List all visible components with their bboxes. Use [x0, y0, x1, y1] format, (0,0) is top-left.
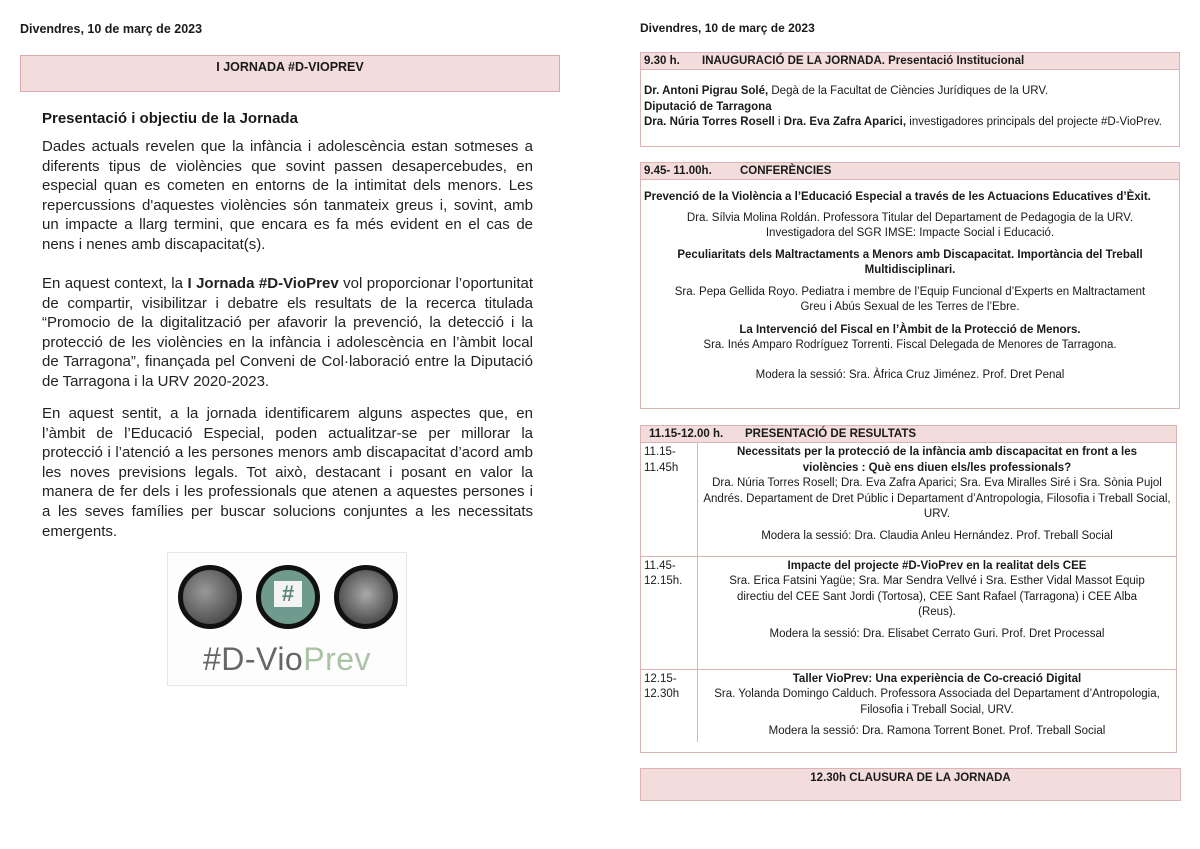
table-row — [641, 556, 1176, 669]
speaker-name: Dr. Antoni Pigrau Solé, — [644, 85, 769, 97]
talk-speaker: Sra. Pepa Gellida Royo. Pediatra i membre de l’Equip Funcional d’Experts en Maltractament Greu i Abús Sexual de les Terres de l’Ebre. — [674, 285, 1146, 313]
session-time: 9.45- 11.00h. — [644, 165, 712, 177]
talk-title: La Intervenció del Fiscal en l’Àmbit de la Protecció de Menors. — [739, 323, 1081, 336]
session-time: 9.30 h. — [644, 55, 680, 67]
jornada-title-box: I JORNADA #D-VIOPREV — [20, 55, 560, 92]
moderator: Modera la sessió: Dra. Elisabet Cerrato Guri. Prof. Dret Processal — [769, 627, 1105, 640]
time-start: 11.45- — [644, 559, 676, 572]
resultats-header — [641, 426, 1176, 443]
session-title: INAUGURACIÓ DE LA JORNADA. Presentació Institucional — [702, 55, 1025, 67]
speaker-line — [644, 115, 1176, 131]
left-date: Divendres, 10 de març de 2023 — [20, 22, 203, 36]
talk-speaker: Dra. Sílvia Molina Roldán. Professora Titular del Departament de Pedagogia de la URV. Investigadora del SGR IMSE: Impacte Social i Educació. — [686, 211, 1134, 239]
talk-title: Peculiaritats dels Maltractaments a Menors amb Discapacitat. Importància del Treball Multidisciplinari. — [677, 248, 1143, 276]
row-time — [641, 556, 698, 669]
logo-text-a: #D-Vio — [202, 641, 304, 677]
p2-text: En aquest context, la — [42, 275, 188, 292]
talk-title: Taller VioPrev: Una experiència de Co-creació Digital — [792, 672, 1082, 685]
session-title: PRESENTACIÓ DE RESULTATS — [745, 428, 917, 440]
session-title: CONFERÈNCIES — [740, 165, 832, 177]
speaker-role: Degà de la Facultat de Ciències Jurídiques de la URV. — [768, 85, 1049, 97]
inauguracio-block — [640, 52, 1180, 147]
moderator: Modera la sessió: Dra. Claudia Anleu Hernández. Prof. Treball Social — [761, 529, 1113, 542]
row-content — [698, 669, 1177, 742]
institution-line: Diputació de Tarragona — [644, 100, 772, 113]
time-start: 12.15- — [644, 672, 677, 685]
row-content — [698, 556, 1177, 669]
moderator: Modera la sessió: Dra. Ramona Torrent Bonet. Prof. Treball Social — [768, 725, 1106, 737]
time-end: 12.30h — [644, 688, 680, 700]
row-time — [641, 669, 698, 742]
inauguracio-header — [641, 53, 1179, 70]
talk-title: Necessitats per la protecció de la infància amb discapacitat en front a les violències : Què ens diuen els/les professionals? — [736, 446, 1138, 474]
section-heading: Presentació i objectiu de la Jornada — [42, 110, 298, 127]
speaker-name: Dra. Eva Zafra Aparici, — [783, 116, 907, 128]
row-time — [641, 443, 698, 556]
p2-bold: I Jornada #D-VioPrev — [187, 275, 339, 292]
logo-text — [168, 641, 406, 678]
logo-text-b: Prev — [303, 641, 372, 677]
conferencies-header — [641, 163, 1179, 180]
d-vioprev-logo — [167, 552, 407, 686]
conferencies-block — [640, 162, 1180, 409]
talk-speakers: Dra. Núria Torres Rosell; Dra. Eva Zafra Aparici; Sra. Eva Miralles Siré i Sra. Sònia Pujol Andrés. Departament de Dret Públic i Departament d’Antropologia, Filosofia i Treball Social, URV. — [703, 477, 1171, 520]
group-photo-circle-icon — [334, 565, 398, 629]
resultats-table — [641, 443, 1176, 742]
talk-speaker: Sra. Inés Amparo Rodríguez Torrenti. Fiscal Delegada de Menores de Tarragona. — [703, 339, 1117, 351]
row-content — [698, 443, 1177, 556]
speaker-line — [644, 84, 1176, 100]
connector: i — [774, 116, 784, 128]
talk-title: Prevenció de la Violència a l’Educació Especial a través de les Actuacions Educatives d’Èxit. — [644, 191, 1151, 203]
talk-speakers: Sra. Yolanda Domingo Calduch. Professora Associada del Departament d’Antropologia, Filosofia i Treball Social, URV. — [714, 688, 1160, 716]
time-end: 11.45h — [644, 461, 679, 474]
p2-text-rest: vol proporcionar l’oportunitat de compartir, visibilitzar i debatre els resultats de la recerca titulada “Promocio de la digitalització per afavorir la prevenció, la detecció i la protecció de les violències en la infància i adolescència en l’àmbit local de Tarragona”, finançada pel Conveni de Col·laboració entre la Diputació de Tarragona i la URV 2020-2023. — [42, 275, 533, 390]
intro-paragraph-2 — [42, 274, 533, 392]
intro-paragraph-1: Dades actuals revelen que la infància i adolescència estan sotmeses a diferents tipus de violències que sovint passen desapercebudes, en especial quan es cometen en entorns de la intimitat dels menors. Les repercussions d'aquestes violències són tanmateix greus i, sovint, amb un impacte a llarg termini, que encara es fa més evident en el cas de nens i nenes amb discapacitat(s). — [42, 138, 533, 253]
intro-paragraph-3: En aquest sentit, a la jornada identificarem alguns aspectes que, en l’àmbit de l’Educació Especial, poden actualitzar-se per millorar la protecció i l’atenció a les persones menors amb discapacitat d’acord amb les noves previsions legals. Tot això, destacant i posant en valor la manera de fer dels i les professionals que atenen a aquestes persones i a les seves famílies per buscar solucions conjuntes a les necessitats emergents. — [42, 405, 533, 540]
speaker-role: investigadores principals del projecte #D-VioPrev. — [906, 116, 1162, 128]
resultats-block — [640, 425, 1177, 753]
talk-speakers: Sra. Erica Fatsini Yagüe; Sra. Mar Sendra Vellvé i Sra. Esther Vidal Massot Equip directiu del CEE Sant Jordi (Tortosa), CEE Sant Rafael (Tarragona) i CEE Alba (Reus). — [729, 575, 1145, 618]
photo-circle-icon — [178, 565, 242, 629]
hashtag-glyph: # — [274, 581, 302, 607]
right-date: Divendres, 10 de març de 2023 — [640, 21, 815, 35]
clausura-box: 12.30h CLAUSURA DE LA JORNADA — [640, 768, 1181, 801]
session-time: 11.15-12.00 h. — [649, 428, 724, 440]
time-start: 11.15- — [644, 446, 676, 458]
speaker-name: Dra. Núria Torres Rosell — [644, 116, 775, 128]
table-row — [641, 669, 1176, 742]
moderator: Modera la sessió: Sra. Àfrica Cruz Jiménez. Prof. Dret Penal — [755, 368, 1065, 381]
hashtag-bubble-icon — [256, 565, 320, 629]
talk-title: Impacte del projecte #D-VioPrev en la realitat dels CEE — [787, 559, 1087, 572]
table-row — [641, 443, 1176, 556]
time-end: 12.15h. — [644, 575, 683, 587]
